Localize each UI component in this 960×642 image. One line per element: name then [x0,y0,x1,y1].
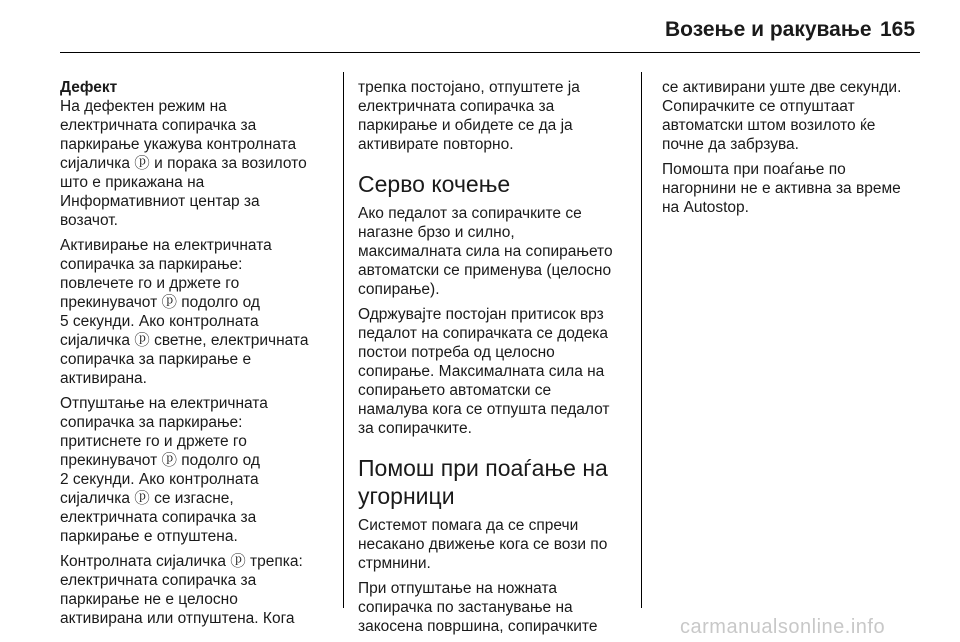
page-number: 165 [880,18,916,41]
page-header-title: Возење и ракување [665,18,872,41]
paragraph: трепка постојано, отпуштете ја електричната сопирачка за паркирање и обидете се да ја активирате повторно. [358,79,580,153]
header-rule [60,52,920,53]
section-heading-brake-assist: Серво кочење [358,171,511,197]
paragraph: Системот помага да се спречи несакано движење кога се вози по стрмнини. [358,517,608,572]
paragraph: Помошта при поаѓање по нагорнини не е активна за време на Autostop. [662,161,901,216]
column-3 [662,78,922,223]
paragraph: На дефектен режим на електричната сопирачка за паркирање укажува контролната сијаличка ⓟ и порака за возилото што е прикажана на Информативниот центар за возачот. [60,98,307,229]
paragraph: Ако педалот за сопирачките се нагазне брзо и силно, максималната сила на сопирањето автоматски се применува (целосно сопирање). [358,205,613,298]
paragraph: се активирани уште две секунди. Сопирачките се отпуштаат автоматски штом возилото ќе почне да забрзува. [662,79,902,153]
column-divider-2 [641,72,642,608]
column-1 [60,78,330,634]
watermark: carmanualsonline.info [680,616,886,638]
column-divider-1 [343,72,344,608]
paragraph: Активирање на електричната сопирачка за паркирање: повлечете го и држете го прекинувачот ⓟ подолго од 5 секунди. Ако контролната сијаличка ⓟ светне, електричната сопирачка за паркирање е активирана. [60,237,309,387]
section-subhead-defect: Дефект [60,79,118,96]
paragraph: Отпуштање на електричната сопирачка за паркирање: притиснете го и држете го прекинувачот ⓟ подолго од 2 секунди. Ако контролната сијаличка ⓟ се изгасне, електричната сопирачка за паркирање е отпуштена. [60,395,268,545]
paragraph: При отпуштање на ножната сопирачка по застанување на закосена површина, сопирачките [358,580,598,635]
paragraph: Одржувајте постојан притисок врз педалот на сопирачката се додека постои потреба од целосно сопирање. Максималната сила на сопирањето автоматски се намалува кога се отпушта педалот за сопирачките. [358,306,610,437]
paragraph: Контролната сијаличка ⓟ трепка: електричната сопирачка за паркирање не е целосно активирана или отпуштена. Кога [60,553,303,627]
section-heading-hill-start-assist: Помош при поаѓање на угорници [358,455,608,509]
column-2 [358,78,628,642]
